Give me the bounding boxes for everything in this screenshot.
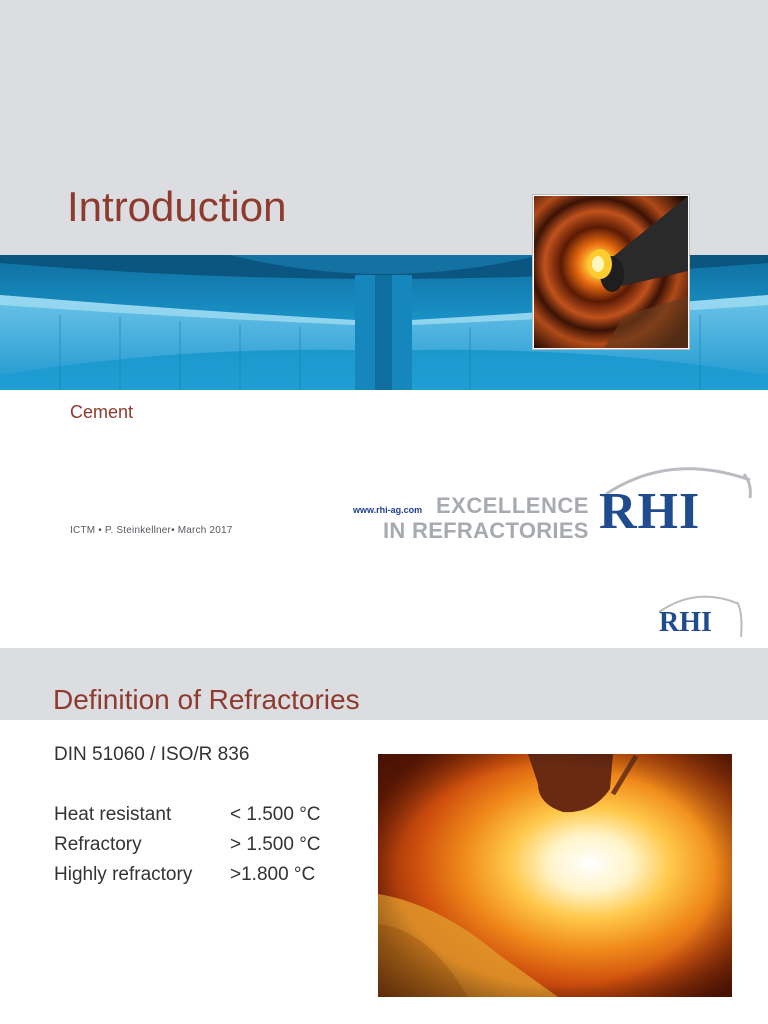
furnace-interior-photo bbox=[378, 754, 732, 997]
definition-value: >1.800 °C bbox=[230, 864, 316, 885]
definition-value: < 1.500 °C bbox=[230, 804, 321, 825]
definition-label: Heat resistant bbox=[54, 804, 172, 825]
slide-title: Introduction bbox=[67, 183, 287, 230]
logo-url: www.rhi-ag.com bbox=[353, 505, 423, 515]
logo-brand: RHI bbox=[599, 483, 701, 540]
logo-tagline-line2: IN REFRACTORIES bbox=[383, 518, 589, 543]
definition-value: > 1.500 °C bbox=[230, 834, 321, 855]
rotary-kiln-burner-photo bbox=[533, 195, 689, 349]
standard-reference: DIN 51060 / ISO/R 836 bbox=[54, 744, 250, 765]
rhi-excellence-logo bbox=[350, 460, 760, 545]
slide-subtitle: Cement bbox=[70, 402, 134, 422]
small-logo-brand: RHI bbox=[659, 607, 712, 638]
definition-label: Refractory bbox=[54, 834, 142, 855]
definition-label: Highly refractory bbox=[54, 864, 193, 885]
slide-footer: ICTM • P. Steinkellner• March 2017 bbox=[70, 525, 233, 536]
rhi-small-logo bbox=[657, 592, 747, 642]
slide-title: Definition of Refractories bbox=[53, 684, 360, 715]
logo-tagline-line1: EXCELLENCE bbox=[436, 493, 589, 518]
slide-definition-of-refractories bbox=[0, 648, 768, 1024]
